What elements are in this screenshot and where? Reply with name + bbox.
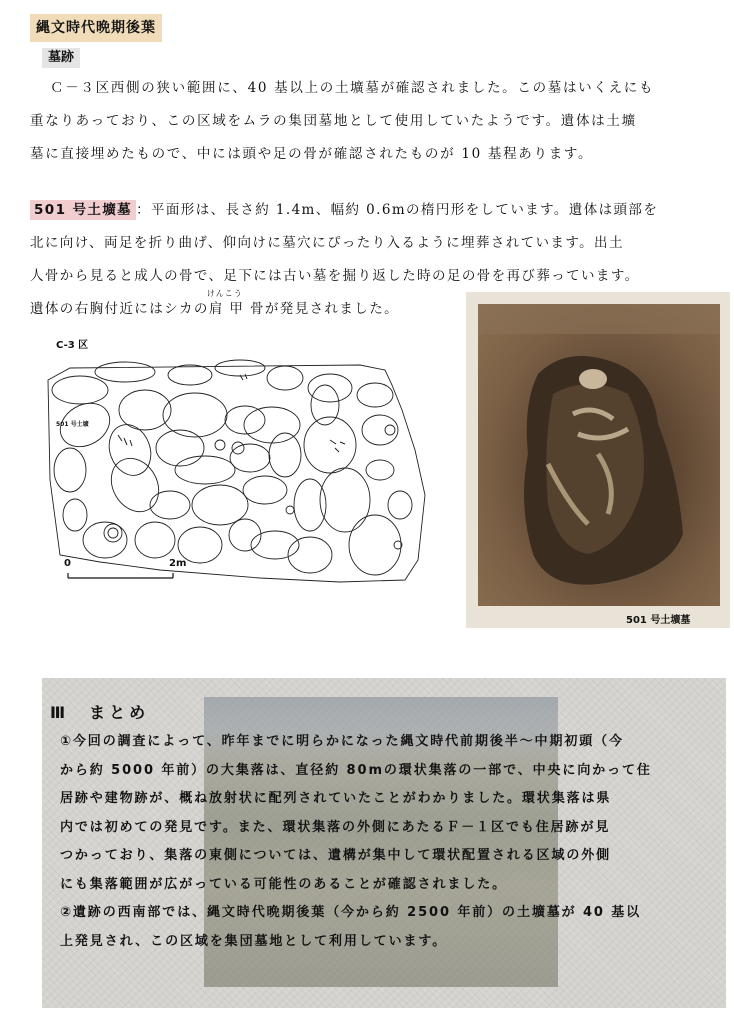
grave-photo (478, 304, 720, 606)
summary-line: から約 5000 年前）の大集落は、直径約 80mの環状集落の一部で、中央に向かって住 (60, 762, 652, 778)
grave-pit (349, 515, 401, 575)
paragraph-line: 北に向け、両足を折り曲げ、仰向けに墓穴にぴったり入るように埋葬されています。出土 (30, 235, 624, 251)
paragraph-text: ：平面形は、長さ約 1.4m、幅約 0.6mの楕円形をしています。遺体は頭部を (136, 202, 659, 218)
paragraph-line: 重なりあっており、この区域をムラの集団墓地として使用していたようです。遺体は土壙 (30, 113, 637, 129)
ruby-reading: けんこう (206, 289, 243, 298)
summary-line: ①今回の調査によって、昨年までに明らかになった縄文時代前期後半～中期初頭（今 (60, 734, 624, 749)
grave-pit (288, 537, 332, 573)
small-pit (286, 506, 294, 514)
paragraph-text: 遺体の右胸付近にはシカの (30, 301, 209, 317)
grave-pit (229, 519, 261, 551)
grave-pit (269, 433, 301, 477)
grave-pit (63, 499, 87, 531)
small-pit (385, 425, 395, 435)
grave-pit (192, 485, 248, 525)
summary-title: Ⅲ まとめ (50, 703, 150, 722)
grave-pit (175, 456, 235, 484)
subsection-heading: 墓跡 (42, 48, 80, 68)
grave-pit (267, 366, 303, 390)
grave-pit (320, 468, 370, 532)
paragraph-line: Ｃ－３区西側の狭い範囲に、40 基以上の土壙墓が確認されました。この墓はいくえにも (50, 80, 655, 96)
small-pit (215, 440, 225, 450)
bone-mark (118, 435, 132, 446)
grave-pit (308, 374, 352, 402)
grave-plan-map (40, 330, 430, 600)
paragraph-line: 人骨から見ると成人の骨で、足下には古い墓を掘り返した時の足の骨を再び葬っています。 (30, 268, 640, 284)
scale-start-label: 0 (64, 558, 71, 569)
grave-pit (311, 385, 339, 425)
summary-line: 上発見され、この区域を集団墓地として利用しています。 (60, 933, 448, 949)
map-area-label: C-3 区 (56, 340, 89, 351)
grave-pit (135, 522, 175, 558)
grave-pit (54, 448, 86, 492)
small-pit (104, 524, 122, 542)
grave-pit (294, 479, 326, 531)
summary-line: 内では初めての発見です。また、環状集落の外側にあたるＦ－１区でも住居跡が見 (60, 819, 611, 835)
map-outline (48, 365, 425, 582)
grave-pit (119, 390, 171, 430)
summary-line: ②遺跡の西南部では、縄文時代晩期後葉（今から約 2500 年前）の土壙墓が 40 基以 (60, 905, 642, 920)
summary-line: 居跡や建物跡が、概ね放射状に配列されていたことがわかりました。環状集落は県 (60, 791, 612, 806)
grave-photo-sketch (478, 304, 720, 606)
grave-pit (156, 430, 204, 466)
photo-caption: 501 号土壙墓 (626, 615, 691, 626)
scale-bar (68, 573, 173, 578)
grave-pit (102, 450, 168, 520)
grave-pit (230, 444, 270, 472)
grave-pit (102, 419, 157, 482)
summary-line: にも集落範囲が広がっている可能性のあることが確認されました。 (60, 876, 508, 892)
grave-pit (362, 415, 398, 445)
scale-end-label: 2m (169, 558, 187, 569)
ruby-base: 肩 (208, 301, 224, 317)
small-pit (232, 442, 244, 454)
grave-pit (52, 376, 108, 404)
grave-pit (95, 362, 155, 382)
small-pit (108, 528, 118, 538)
grave-pit (388, 491, 412, 519)
paragraph-graves (30, 72, 734, 171)
grave-501-label: 501 号土壙墓 (30, 200, 136, 220)
paragraph-text: 甲 骨が発見されました。 (223, 301, 400, 317)
paragraph-line (30, 194, 734, 227)
grave-pit (357, 383, 393, 407)
section-heading: 縄文時代晩期後葉 (30, 14, 162, 42)
grave-pit (243, 476, 287, 504)
grave-pit (304, 417, 356, 473)
grave-pit (150, 491, 190, 519)
bone-mark (330, 440, 345, 452)
ruby-word (206, 289, 243, 326)
grave-501-map-label: 501 号土壙 (56, 421, 89, 428)
bone-mark (240, 374, 247, 380)
grave-pit (244, 407, 300, 443)
summary-line: つかっており、集落の東側については、遺構が集中して環状配置される区域の外側 (60, 848, 612, 863)
paragraph-line: 墓に直接埋めたもので、中には頭や足の骨が確認されたものが 10 基程あります。 (30, 146, 594, 162)
summary-body (60, 728, 716, 956)
grave-pit (215, 360, 265, 376)
grave-pit (366, 460, 394, 480)
grave-pit (168, 365, 212, 385)
